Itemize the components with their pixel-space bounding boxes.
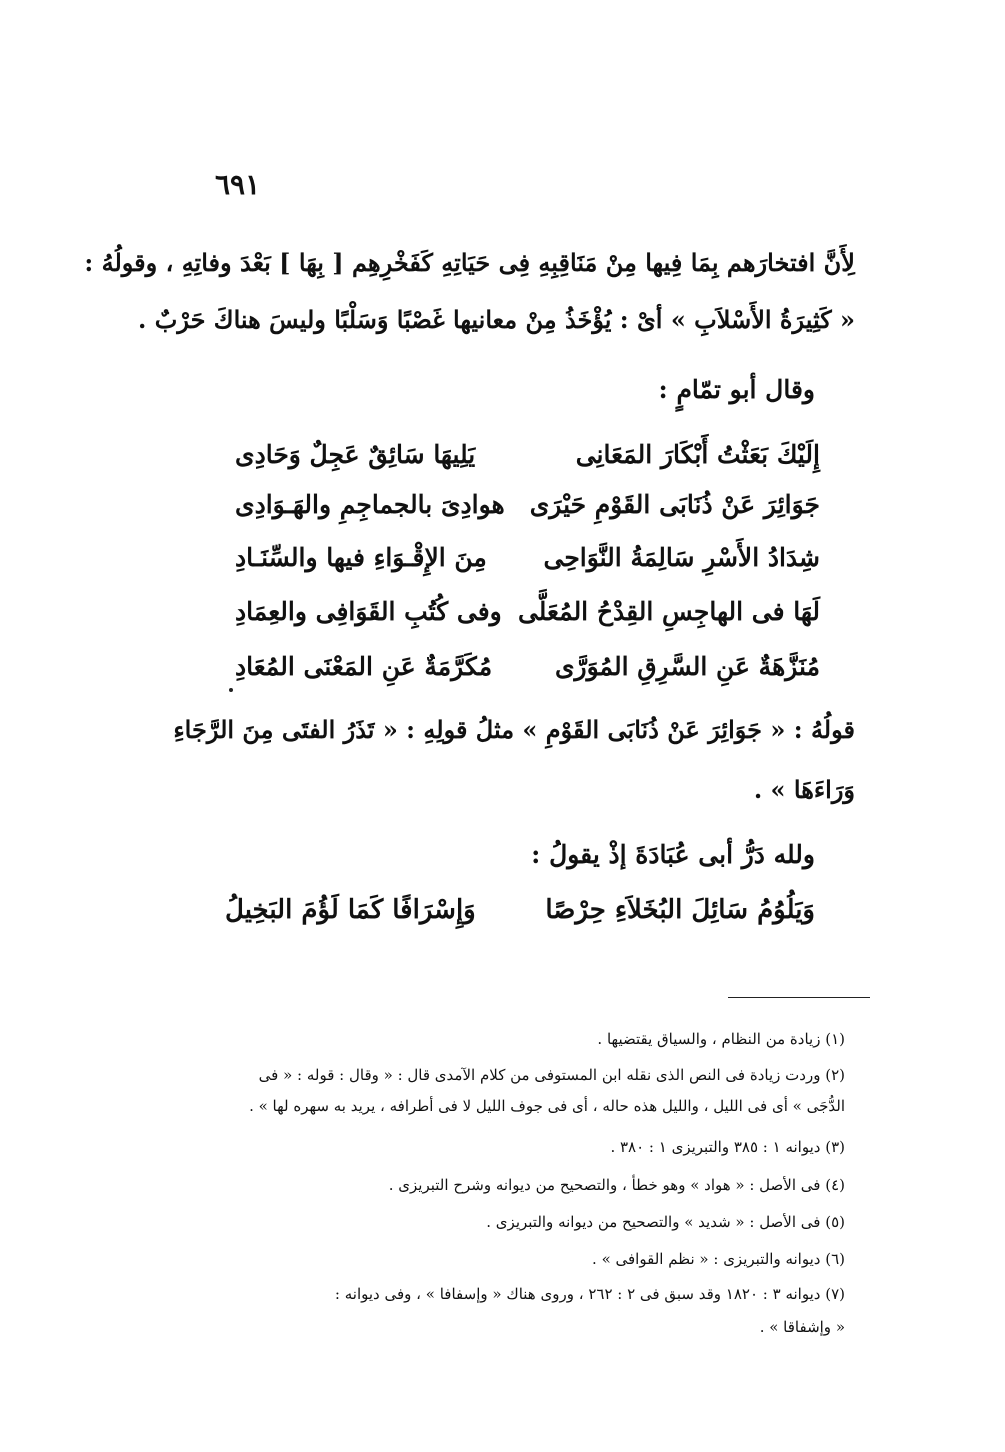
ink-speck bbox=[229, 688, 233, 692]
prose-line: « كَثِيرَةُ الأَسْلاَبِ » أىْ : يُؤْخَذُ مِنْ معانيها غَصْبًا وَسَلْبًا وليسَ هناكَ حَرْبٌ . bbox=[138, 305, 855, 334]
verse-first-hemistich: شِدَادُ الأَسْرِ سَالِمَةُ النَّوَاحِى bbox=[543, 543, 820, 572]
verse-second-hemistich: يَلِيهَا سَائِقٌ عَجِلٌ وَحَادِى bbox=[235, 440, 476, 469]
poem-verse bbox=[235, 440, 820, 480]
verse-second-hemistich: مُكَرَّمَةٌ عَنِ المَعْنَى المُعَادِ bbox=[235, 652, 493, 681]
poem-introduction: ولله دَرُّ أبى عُبَادَةَ إذْ يقولُ : bbox=[531, 840, 815, 869]
poem-introduction: وقال أبو تمّامٍ : bbox=[658, 375, 815, 404]
verse-second-hemistich: وفى كُتُبِ القَوَافِى والعِمَادِ bbox=[235, 597, 502, 626]
footnote-continuation: « وإشفاقا » . bbox=[759, 1318, 845, 1336]
footnote: (١) زيادة من النظام ، والسياق يقتضيها . bbox=[597, 1030, 845, 1048]
footnote: (٣) ديوانه ١ : ٣٨٥ والتبريزى ١ : ٣٨٠ . bbox=[610, 1138, 845, 1156]
verse-first-hemistich: مُنَزَّهَةٌ عَنِ السَّرِقِ المُوَرَّى bbox=[554, 652, 820, 681]
footnote-continuation: الدُّجَى » أى فى الليل ، والليل هذه حاله ، أى فى جوف الليل لا فى أطرافه ، يريد به سهره لها » . bbox=[249, 1097, 845, 1115]
footnote: (٢) وردت زيادة فى النص الذى نقله ابن المستوفى من كلام الآمدى قال : « وقال : قوله : « فى bbox=[258, 1066, 845, 1084]
verse-first-hemistich: إِلَيْكَ بَعَثْتُ أَبْكَارَ المَعَانِى bbox=[575, 440, 820, 469]
verse-first-hemistich: وَيَلُوُمُ سَائِلَ البُخَلاَءِ حِرْصًا bbox=[545, 895, 815, 925]
footnote: (٤) فى الأصل : « هواد » وهو خطأ ، والتصحيح من ديوانه وشرح التبريزى . bbox=[388, 1176, 845, 1194]
footnote: (٥) فى الأصل : « شديد » والتصحيح من ديوانه والتبريزى . bbox=[486, 1213, 845, 1231]
poem-verse bbox=[235, 543, 820, 583]
commentary-line: وَرَاءَهَا » . bbox=[753, 775, 855, 804]
footnote: (٦) ديوانه والتبريزى : « نظم القوافى » . bbox=[592, 1250, 845, 1268]
commentary-line: قولُهُ : « جَوَائِرَ عَنْ ذُنَابَى القَوْمِ » مثلُ قولِهِ : « تَذَرُ الفتَى مِنَ الرَّجَاءِ bbox=[173, 715, 855, 744]
page-number: ٦٩١ bbox=[215, 168, 261, 201]
footnote: (٧) ديوانه ٣ : ١٨٢٠ وقد سبق فى ٢ : ٢٦٢ ، وروى هناك « وإسفافا » ، وفى ديوانه : bbox=[334, 1285, 845, 1303]
verse-second-hemistich: مِنَ الإِقْـوَاءِ فيها والسِّنَـادِ bbox=[235, 543, 487, 572]
verse-second-hemistich: هوادِىَ بالجماجِمِ والهَـوَادِى bbox=[235, 490, 505, 519]
poem-verse bbox=[235, 597, 820, 637]
verse-first-hemistich: جَوَائِرَ عَنْ ذُنَابَى القَوْمِ حَيْرَى bbox=[529, 490, 820, 519]
prose-line: لِأَنَّ افتخارَهم بِمَا فِيها مِنْ مَنَاقِبِهِ فِى حَيَاتِهِ كَفَخْرِهِم [ بِهَا ] بَعْدَ وفاتِهِ ، وقولُهُ : bbox=[84, 248, 855, 277]
poem-verse bbox=[225, 895, 815, 939]
poem-verse bbox=[235, 652, 820, 692]
verse-first-hemistich: لَهَا فى الهاجِسِ القِدْحُ المُعَلَّى bbox=[517, 597, 820, 626]
verse-second-hemistich: وَإِسْرَافًا كَمَا لَؤُمَ البَخِيلُ bbox=[225, 895, 476, 925]
poem-verse bbox=[235, 490, 820, 530]
footnote-separator bbox=[728, 997, 870, 998]
